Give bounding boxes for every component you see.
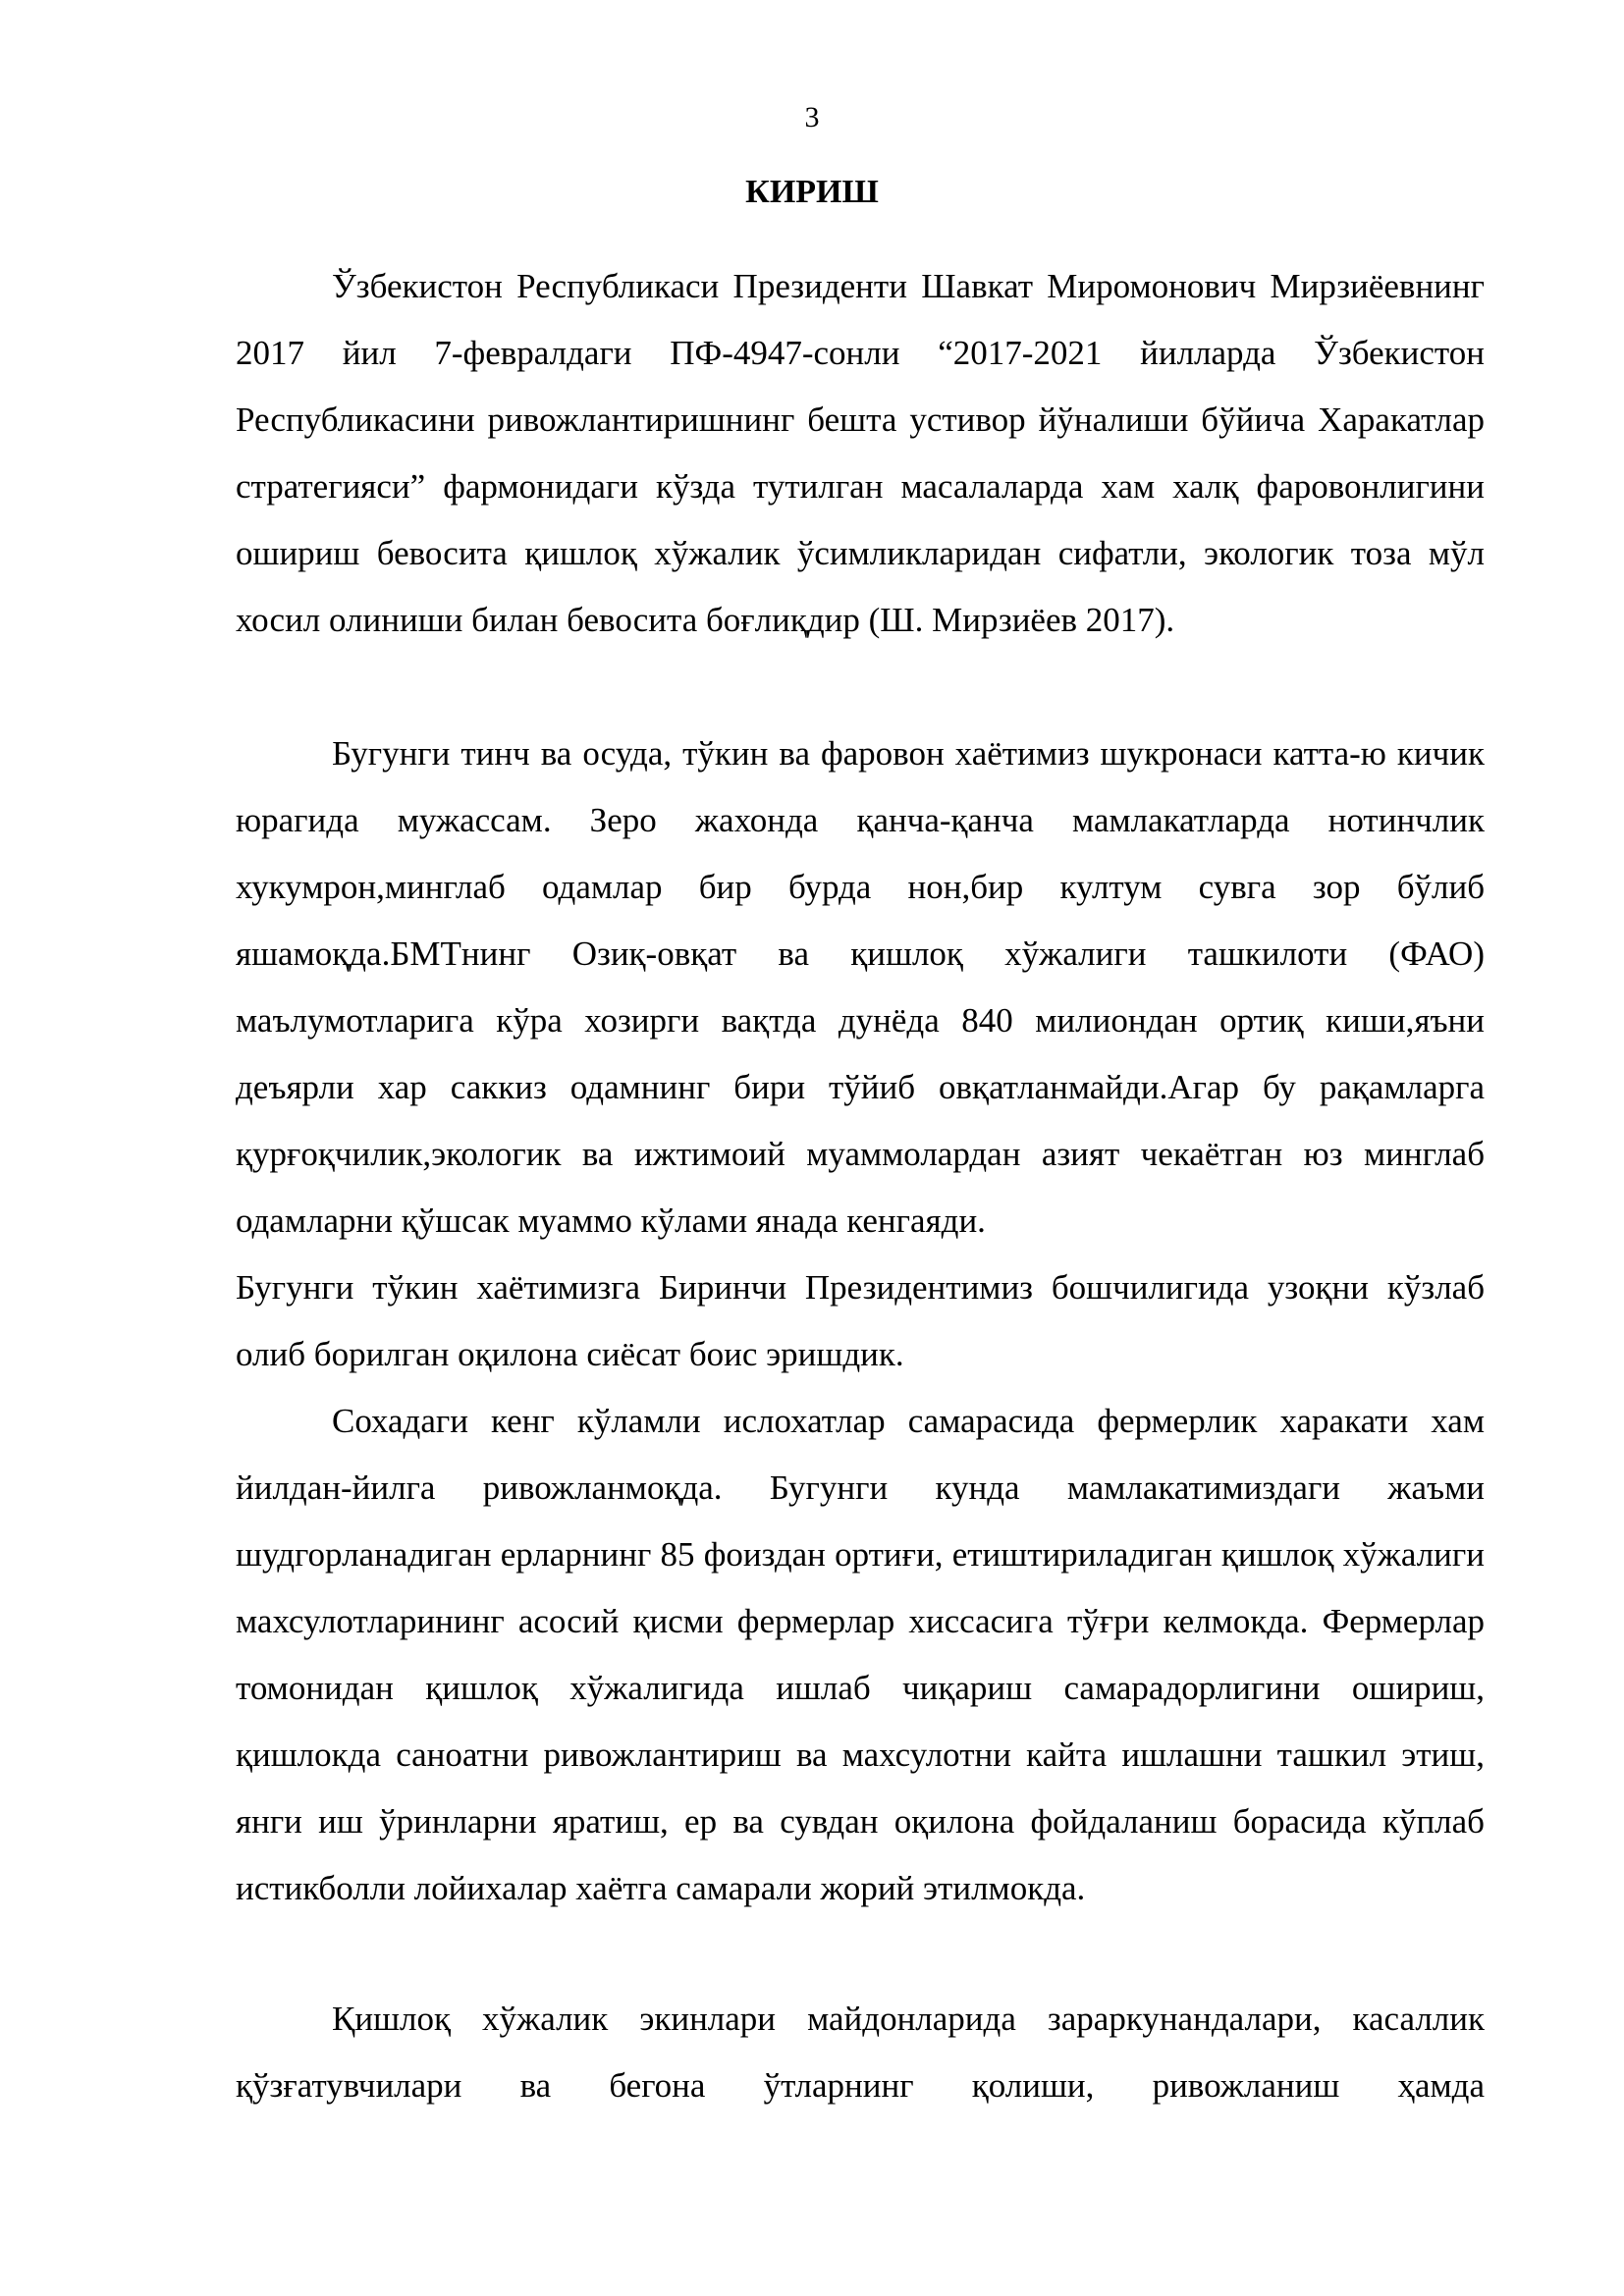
paragraph: Бугунги тинч ва осуда, тўкин ва фаровон хаётимиз шукронаси катта-ю кичик юрагида мужассам. Зеро жахонда қанча-қанча мамлакатларда нотинчлик хукумрон,минглаб одамлар бир бурда нон,бир култум сувга зор бўлиб яшамоқда.БМТнинг Озиқ-овқат ва қишлоқ хўжалиги ташкилоти (ФАО) маълумотларига кўра хозирги вақтда дунёда 840 милиондан ортиқ киши,яъни деъярли хар саккиз одамнинг бири тўйиб овқатланмайди.Агар бу рақамларга қурғоқчилик,экологик ва ижтимоий муаммолардан азият чекаётган юз минглаб одамларни қўшсак муаммо кўлами янада кенгаяди. [236,734,1485,1240]
page-title: КИРИШ [745,174,879,210]
page-number: 3 [804,101,820,133]
paragraph-block-1 [236,253,1485,654]
paragraph: Қишлоқ хўжалик экинлари майдонларида зараркунандалари, касаллик қўзғатувчилари ва бегона ўтларнинг қолиши, ривожланиш ҳамда [236,2000,1485,2105]
paragraph-block-3 [236,1255,1485,1388]
paragraph: Сохадаги кенг кўламли ислохатлар самарасида фермерлик харакати хам йилдан-йилга ривожланмоқда. Бугунги кунда мамлакатимиздаги жаъми шудгорланадиган ерларнинг 85 фоиздан ортиғи, етиштириладиган қишлоқ хўжалиги махсулотларининг асосий қисми фермерлар хиссасига тўғри келмокда. Фермерлар томонидан қишлоқ хўжалигида ишлаб чиқариш самарадорлигини ошириш, қишлокда саноатни ривожлантириш ва махсулотни кайта ишлашни ташкил этиш, янги иш ўринларни яратиш, ер ва сувдан оқилона фойдаланиш борасида кўплаб истикболли лойихалар хаётга самарали жорий этилмокда. [236,1402,1485,1907]
paragraph: Бугунги тўкин хаётимизга Биринчи Президентимиз бошчилигида узоқни кўзлаб олиб борилган оқилона сиёсат боис эришдик. [236,1268,1485,1373]
paragraph-block-2 [236,721,1485,1255]
paragraph-block-4 [236,1388,1485,1922]
paragraph-block-5 [236,1986,1485,2119]
paragraph: Ўзбекистон Республикаси Президенти Шавкат Миромонович Мирзиёевнинг 2017 йил 7-февралдаги ПФ-4947-сонли “2017-2021 йилларда Ўзбекистон Республикасини ривожлантиришнинг бешта устивор йўналиши бўйича Харакатлар стратегияси” фармонидаги кўзда тутилган масалаларда хам халқ фаровонлигини ошириш бевосита қишлоқ хўжалик ўсимликларидан сифатли, экологик тоза мўл хосил олиниши билан бевосита боғлиқдир (Ш. Мирзиёев 2017). [236,267,1485,639]
